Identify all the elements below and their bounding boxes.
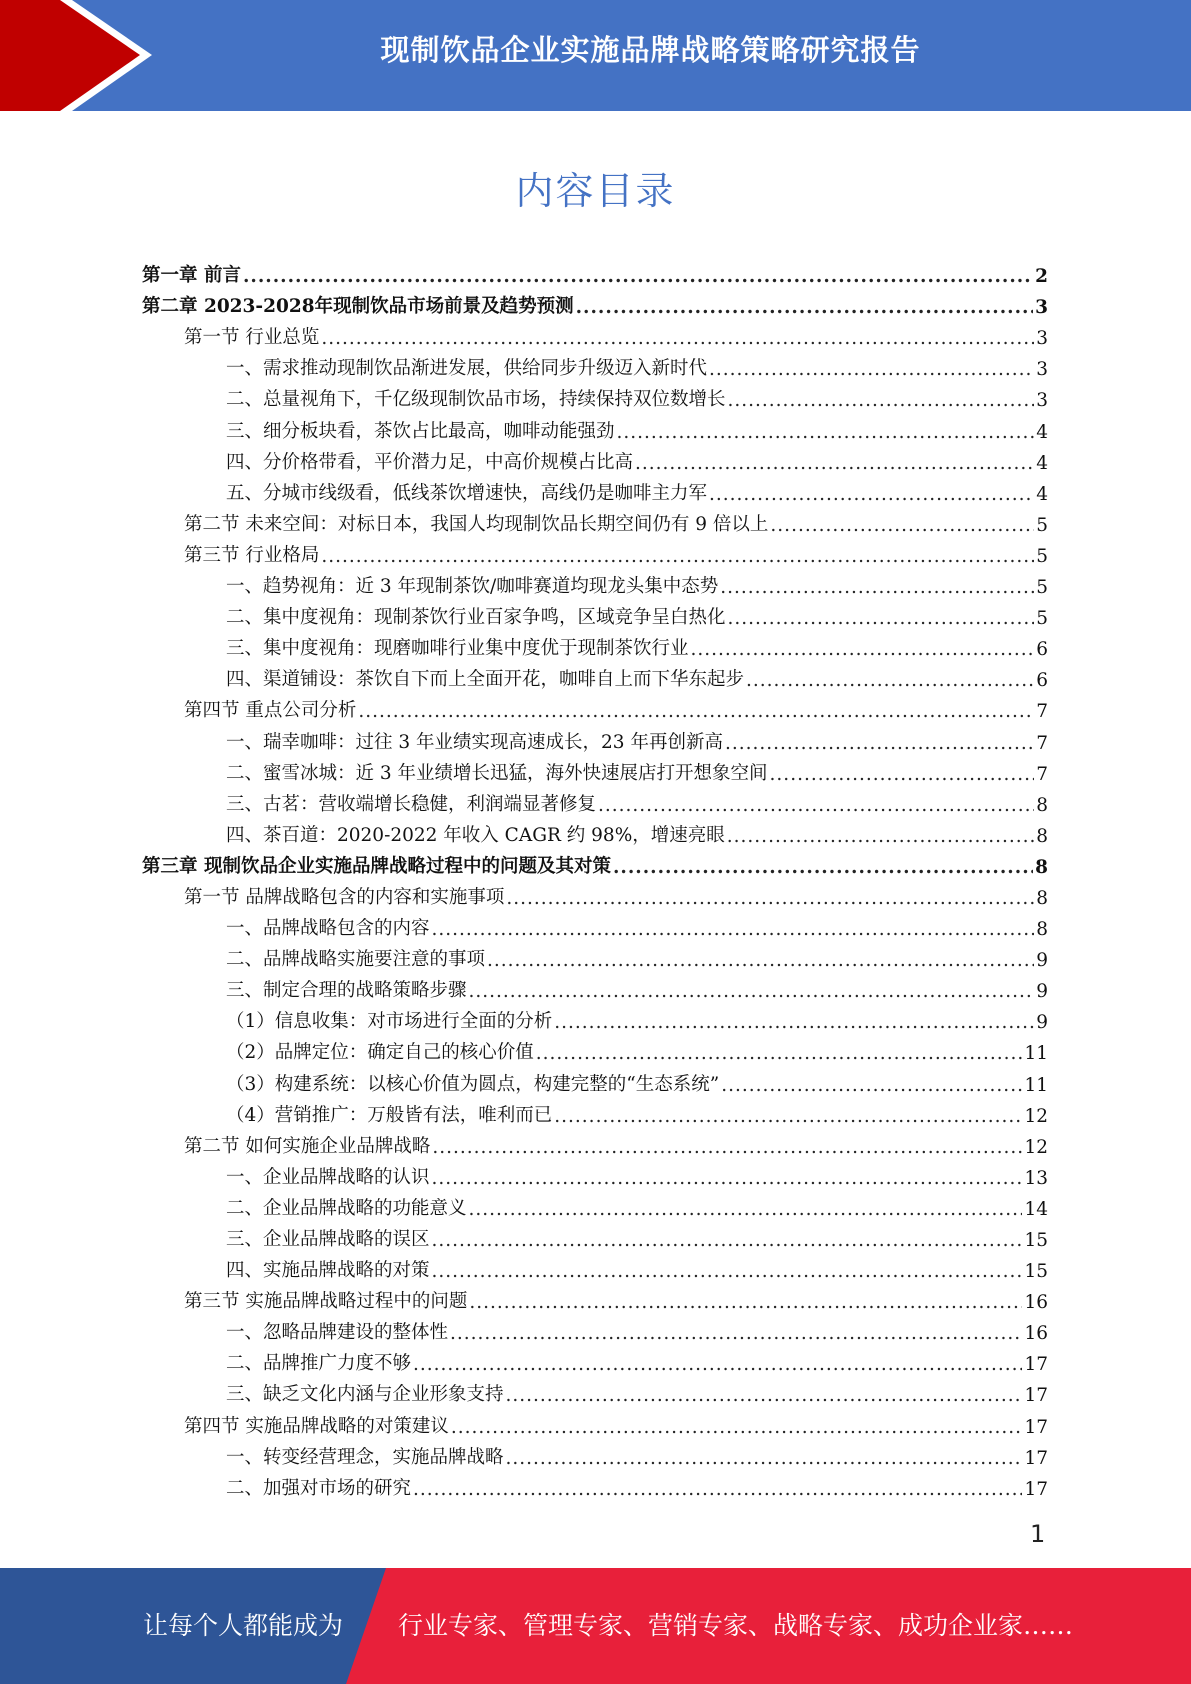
toc-leader-dots bbox=[720, 577, 1034, 598]
toc-leader-dots bbox=[432, 1137, 1022, 1158]
toc-leader-dots bbox=[617, 422, 1035, 443]
toc-leader-dots bbox=[554, 1012, 1034, 1033]
toc-entry-page: 8 bbox=[1036, 825, 1048, 847]
toc-leader-dots bbox=[450, 1323, 1022, 1344]
toc-leader-dots bbox=[506, 1448, 1023, 1469]
toc-leader-dots bbox=[598, 795, 1034, 816]
toc-entry[interactable] bbox=[142, 474, 1048, 505]
toc-entry-page: 9 bbox=[1036, 1012, 1048, 1034]
toc-entry-label: 第一节 品牌战略包含的内容和实施事项 bbox=[184, 886, 505, 908]
toc-entry[interactable] bbox=[142, 1033, 1048, 1064]
toc-leader-dots bbox=[727, 826, 1034, 847]
toc-entry[interactable] bbox=[142, 1002, 1048, 1033]
toc-entry-label: 第一节 行业总览 bbox=[184, 327, 320, 349]
toc-entry[interactable] bbox=[142, 940, 1048, 971]
toc-entry-page: 3 bbox=[1036, 328, 1048, 350]
toc-entry[interactable] bbox=[142, 1438, 1048, 1469]
toc-leader-dots bbox=[432, 1230, 1023, 1251]
toc-entry-label: （3）构建系统：以核心价值为圆点，构建完整的“生态系统” bbox=[226, 1073, 720, 1095]
toc-entry-page: 4 bbox=[1036, 452, 1048, 474]
toc-entry-label: 一、需求推动现制饮品渐进发展，供给同步升级迈入新时代 bbox=[226, 358, 708, 380]
toc-entry-label: 第二节 如何实施企业品牌战略 bbox=[184, 1135, 431, 1157]
toc-leader-dots bbox=[487, 950, 1034, 971]
toc-entry-page: 11 bbox=[1024, 1043, 1048, 1065]
toc-leader-dots bbox=[576, 297, 1034, 318]
toc-leader-dots bbox=[506, 1385, 1023, 1406]
report-title: 现制饮品企业实施品牌战略策略研究报告 bbox=[380, 33, 921, 67]
toc-entry-page: 7 bbox=[1036, 732, 1048, 754]
toc-entry[interactable] bbox=[142, 1469, 1048, 1500]
toc-entry-label: 三、制定合理的战略策略步骤 bbox=[226, 980, 467, 1002]
toc-leader-dots bbox=[413, 1354, 1022, 1375]
toc-entry-page: 8 bbox=[1035, 856, 1048, 878]
table-of-contents bbox=[142, 256, 1048, 1500]
toc-entry[interactable] bbox=[142, 536, 1048, 567]
toc-entry-label: 第四节 重点公司分析 bbox=[184, 700, 357, 722]
toc-leader-dots bbox=[691, 639, 1035, 660]
toc-entry-page: 12 bbox=[1024, 1136, 1048, 1158]
toc-entry-page: 17 bbox=[1024, 1447, 1048, 1469]
toc-leader-dots bbox=[469, 1199, 1023, 1220]
toc-leader-dots bbox=[770, 515, 1034, 536]
toc-entry[interactable] bbox=[142, 629, 1048, 660]
toc-leader-dots bbox=[432, 1168, 1023, 1189]
toc-leader-dots bbox=[469, 1292, 1022, 1313]
toc-entry-label: 一、瑞幸咖啡：过往 3 年业绩实现高速成长，23 年再创新高 bbox=[226, 731, 723, 753]
toc-leader-dots bbox=[413, 1479, 1022, 1500]
toc-leader-dots bbox=[721, 1075, 1022, 1096]
toc-leader-dots bbox=[725, 733, 1034, 754]
toc-entry-page: 4 bbox=[1036, 483, 1048, 505]
toc-entry-page: 8 bbox=[1036, 794, 1048, 816]
toc-entry[interactable] bbox=[142, 567, 1048, 598]
toc-entry-page: 9 bbox=[1036, 981, 1048, 1003]
toc-entry[interactable] bbox=[142, 847, 1048, 878]
toc-entry[interactable] bbox=[142, 1251, 1048, 1282]
toc-entry[interactable] bbox=[142, 754, 1048, 785]
toc-entry-page: 17 bbox=[1024, 1478, 1048, 1500]
toc-entry[interactable] bbox=[142, 909, 1048, 940]
toc-entry[interactable] bbox=[142, 1406, 1048, 1437]
toc-entry[interactable] bbox=[142, 816, 1048, 847]
toc-entry-label: 五、分城市线级看，低线茶饮增速快，高线仍是咖啡主力军 bbox=[226, 482, 708, 504]
toc-entry[interactable] bbox=[142, 660, 1048, 691]
toc-entry-page: 17 bbox=[1024, 1416, 1048, 1438]
toc-entry[interactable] bbox=[142, 349, 1048, 380]
toc-leader-dots bbox=[728, 390, 1035, 411]
toc-entry-label: 第二节 未来空间：对标日本，我国人均现制饮品长期空间仍有 9 倍以上 bbox=[184, 513, 769, 535]
toc-entry-page: 5 bbox=[1036, 514, 1048, 536]
toc-leader-dots bbox=[728, 608, 1035, 629]
toc-entry-label: （4）营销推广：万般皆有法，唯利而已 bbox=[226, 1104, 553, 1126]
toc-entry[interactable] bbox=[142, 1158, 1048, 1189]
toc-entry-page: 5 bbox=[1036, 577, 1048, 599]
toc-entry-page: 3 bbox=[1036, 390, 1048, 412]
toc-leader-dots bbox=[709, 484, 1034, 505]
toc-entry-page: 16 bbox=[1024, 1292, 1048, 1314]
toc-entry[interactable] bbox=[142, 691, 1048, 722]
toc-entry-page: 13 bbox=[1024, 1167, 1048, 1189]
toc-entry[interactable] bbox=[142, 1064, 1048, 1095]
toc-entry-label: 第三节 实施品牌战略过程中的问题 bbox=[184, 1291, 468, 1313]
toc-entry[interactable] bbox=[142, 505, 1048, 536]
toc-entry[interactable] bbox=[142, 1096, 1048, 1127]
toc-entry-page: 4 bbox=[1036, 421, 1048, 443]
toc-entry[interactable] bbox=[142, 878, 1048, 909]
toc-entry-label: 三、古茗：营收端增长稳健，利润端显著修复 bbox=[226, 793, 597, 815]
toc-entry-label: 二、品牌战略实施要注意的事项 bbox=[226, 949, 486, 971]
toc-entry-page: 6 bbox=[1036, 639, 1048, 661]
toc-entry[interactable] bbox=[142, 1282, 1048, 1313]
toc-entry-label: 四、茶百道：2020-2022 年收入 CAGR 约 98%，增速亮眼 bbox=[226, 824, 725, 846]
toc-entry-label: 三、集中度视角：现磨咖啡行业集中度优于现制茶饮行业 bbox=[226, 638, 689, 660]
toc-leader-dots bbox=[506, 888, 1034, 909]
toc-leader-dots bbox=[451, 1417, 1023, 1438]
toc-entry-page: 5 bbox=[1036, 545, 1048, 567]
toc-entry[interactable] bbox=[142, 1189, 1048, 1220]
toc-leader-dots bbox=[770, 764, 1035, 785]
toc-leader-dots bbox=[321, 546, 1034, 567]
toc-entry[interactable] bbox=[142, 411, 1048, 442]
toc-leader-dots bbox=[635, 453, 1034, 474]
toc-leader-dots bbox=[554, 1106, 1022, 1127]
toc-entry-label: 第三章 现制饮品企业实施品牌战略过程中的问题及其对策 bbox=[142, 855, 611, 877]
toc-entry-label: 二、总量视角下，千亿级现制饮品市场，持续保持双位数增长 bbox=[226, 389, 726, 411]
toc-entry[interactable] bbox=[142, 785, 1048, 816]
toc-entry-page: 15 bbox=[1024, 1261, 1048, 1283]
toc-entry-page: 5 bbox=[1036, 608, 1048, 630]
toc-entry-label: 一、忽略品牌建设的整体性 bbox=[226, 1322, 449, 1344]
toc-entry[interactable] bbox=[142, 380, 1048, 411]
toc-entry-label: 第二章 2023-2028年现制饮品市场前景及趋势预测 bbox=[142, 296, 574, 318]
toc-entry-label: 四、渠道铺设：茶饮自下而上全面开花，咖啡自上而下华东起步 bbox=[226, 669, 745, 691]
toc-entry-label: 二、企业品牌战略的功能意义 bbox=[226, 1197, 467, 1219]
toc-entry-page: 8 bbox=[1036, 887, 1048, 909]
toc-leader-dots bbox=[709, 359, 1034, 380]
toc-entry-page: 15 bbox=[1024, 1230, 1048, 1251]
toc-entry-page: 7 bbox=[1036, 701, 1048, 723]
page-header bbox=[0, 0, 1191, 111]
toc-leader-dots bbox=[432, 1261, 1023, 1282]
toc-leader-dots bbox=[432, 919, 1035, 940]
toc-leader-dots bbox=[746, 670, 1034, 691]
toc-leader-dots bbox=[536, 1043, 1023, 1064]
toc-entry-page: 16 bbox=[1024, 1323, 1048, 1345]
toc-entry[interactable] bbox=[142, 256, 1048, 287]
toc-entry[interactable] bbox=[142, 1313, 1048, 1344]
toc-entry-label: （1）信息收集：对市场进行全面的分析 bbox=[226, 1011, 553, 1033]
footer-slogan-left: 让每个人都能成为 bbox=[143, 1611, 344, 1640]
toc-entry[interactable] bbox=[142, 722, 1048, 753]
toc-entry-label: 二、品牌推广力度不够 bbox=[226, 1353, 412, 1375]
toc-entry[interactable] bbox=[142, 287, 1048, 318]
toc-entry-page: 11 bbox=[1024, 1074, 1048, 1096]
page-footer bbox=[0, 1568, 1191, 1684]
toc-entry-page: 14 bbox=[1024, 1198, 1048, 1220]
toc-entry-label: 第一章 前言 bbox=[142, 265, 241, 287]
toc-entry[interactable] bbox=[142, 1375, 1048, 1406]
toc-entry[interactable] bbox=[142, 1127, 1048, 1158]
toc-entry-label: 二、集中度视角：现制茶饮行业百家争鸣，区域竞争呈白热化 bbox=[226, 607, 726, 629]
toc-entry-label: 三、细分板块看，茶饮占比最高，咖啡动能强劲 bbox=[226, 420, 615, 442]
toc-entry[interactable] bbox=[142, 971, 1048, 1002]
toc-entry-label: 三、企业品牌战略的误区 bbox=[226, 1229, 430, 1250]
toc-entry[interactable] bbox=[142, 318, 1048, 349]
toc-entry-label: 一、转变经营理念，实施品牌战略 bbox=[226, 1446, 504, 1468]
toc-entry-page: 7 bbox=[1036, 763, 1048, 785]
toc-entry-label: 第四节 实施品牌战略的对策建议 bbox=[184, 1415, 449, 1437]
toc-entry-page: 6 bbox=[1036, 670, 1048, 692]
toc-leader-dots bbox=[321, 328, 1034, 349]
toc-entry-page: 3 bbox=[1036, 359, 1048, 381]
toc-entry-label: 一、品牌战略包含的内容 bbox=[226, 918, 430, 940]
toc-entry-page: 8 bbox=[1036, 919, 1048, 941]
toc-heading: 内容目录 bbox=[515, 169, 676, 213]
toc-entry-label: 二、加强对市场的研究 bbox=[226, 1477, 412, 1499]
toc-entry-page: 17 bbox=[1024, 1354, 1048, 1376]
toc-entry-label: （2）品牌定位：确定自己的核心价值 bbox=[226, 1042, 534, 1064]
toc-entry-label: 一、趋势视角：近 3 年现制茶饮/咖啡赛道均现龙头集中态势 bbox=[226, 576, 719, 598]
toc-entry-label: 四、分价格带看，平价潜力足，中高价规模占比高 bbox=[226, 451, 634, 473]
footer-slogan-right: 行业专家、管理专家、营销专家、战略专家、成功企业家…… bbox=[398, 1611, 1074, 1640]
toc-entry-page: 3 bbox=[1035, 297, 1048, 319]
page-number: 1 bbox=[1030, 1520, 1046, 1548]
toc-entry[interactable] bbox=[142, 1344, 1048, 1375]
toc-entry-page: 9 bbox=[1036, 950, 1048, 972]
toc-entry[interactable] bbox=[142, 1220, 1048, 1251]
toc-entry-page: 12 bbox=[1024, 1105, 1048, 1127]
toc-leader-dots bbox=[358, 701, 1034, 722]
toc-entry-label: 第三节 行业格局 bbox=[184, 544, 320, 566]
toc-entry[interactable] bbox=[142, 443, 1048, 474]
toc-entry-label: 四、实施品牌战略的对策 bbox=[226, 1260, 430, 1282]
toc-entry-label: 三、缺乏文化内涵与企业形象支持 bbox=[226, 1384, 504, 1406]
toc-entry[interactable] bbox=[142, 598, 1048, 629]
toc-leader-dots bbox=[469, 981, 1035, 1002]
toc-entry-label: 一、企业品牌战略的认识 bbox=[226, 1166, 430, 1188]
toc-entry-page: 17 bbox=[1024, 1385, 1048, 1407]
toc-leader-dots bbox=[613, 857, 1033, 878]
toc-entry-label: 二、蜜雪冰城：近 3 年业绩增长迅猛，海外快速展店打开想象空间 bbox=[226, 762, 768, 784]
toc-leader-dots bbox=[243, 266, 1033, 287]
toc-entry-page: 2 bbox=[1035, 266, 1048, 288]
